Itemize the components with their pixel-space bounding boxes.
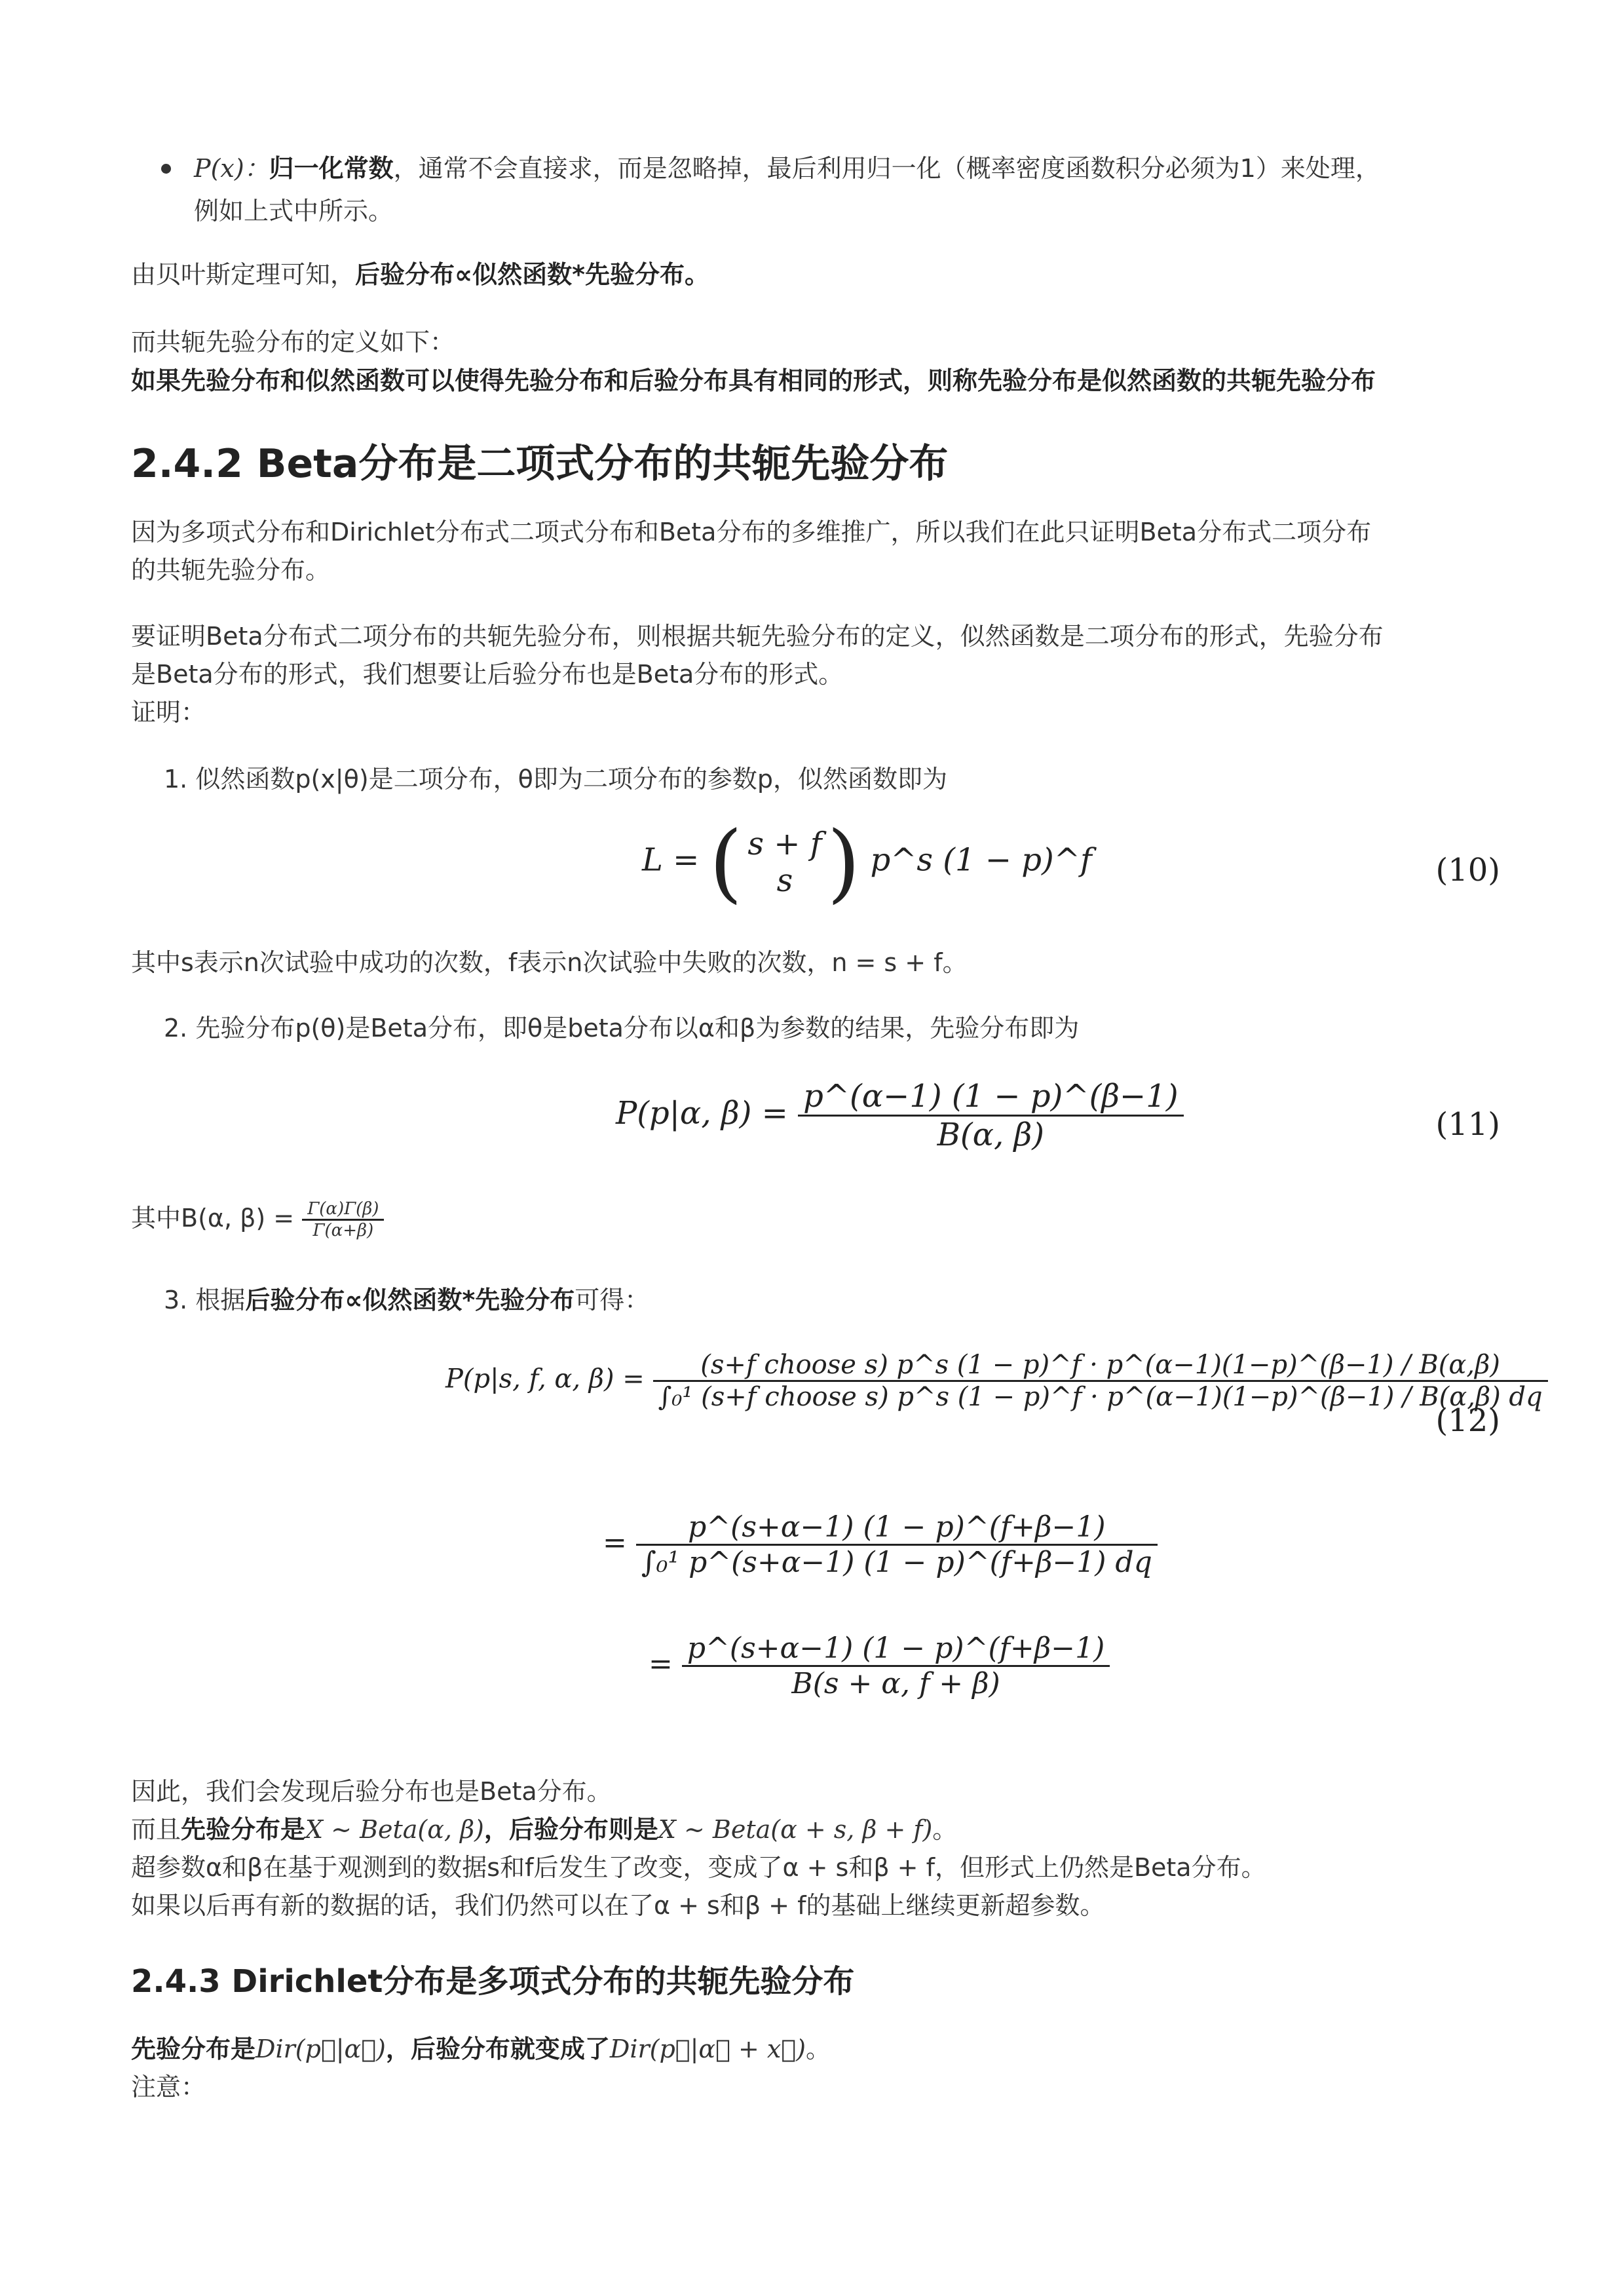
equation-number: (11) (1435, 1106, 1500, 1143)
numerator: p^(s+α−1) (1 − p)^(f+β−1) (636, 1510, 1158, 1546)
equation-11 (616, 1078, 1184, 1153)
paragraph-line: 如果以后再有新的数据的话，我们仍然可以在了α + s和β + f的基础上继续更新超参数。 (131, 1891, 1105, 1920)
math: Dir(p⃗|α⃗ + x⃗) (609, 2035, 806, 2063)
bold-text: 如果先验分布和似然函数可以使得先验分布和后验分布具有相同的形式，则称先验分布是似然函数的共轭先验分布 (131, 366, 1376, 395)
equals-sign: = (649, 1647, 673, 1681)
denominator: Γ(α+β) (312, 1221, 374, 1240)
bold-term: 归一化常数 (269, 154, 394, 183)
text: 而且 (131, 1815, 181, 1844)
section-heading-242: 2.4.2 Beta分布是二项式分布的共轭先验分布 (131, 441, 949, 487)
equation-12-line-2 (603, 1510, 1158, 1579)
math-px: P(x)： (194, 154, 269, 183)
list-item-3 (164, 1281, 649, 1319)
list-item-2: 2. 先验分布p(θ)是Beta分布，即θ是beta分布以α和β为参数的结果，先验分布即为 (164, 1014, 1080, 1043)
equation-12-line-1 (445, 1350, 1548, 1412)
bold-text: 后验分布∝似然函数*先验分布 (245, 1286, 575, 1314)
numerator: (s+f choose s) p^s (1 − p)^f · p^(α−1)(1−p)^(β−1) / B(α,β) (653, 1350, 1548, 1382)
equation-number: (10) (1435, 852, 1500, 889)
text: 其中B(α, β) = (131, 1204, 295, 1233)
equation-10 (642, 813, 1092, 912)
eq-rest: p^s (1 − p)^f (870, 841, 1092, 879)
bold-text: 后验分布∝似然函数*先验分布。 (355, 260, 709, 289)
eq-lhs: P(p|s, f, α, β) = (445, 1364, 645, 1394)
text: ，通常不会直接求，而是忽略掉，最后利用归一化（概率密度函数积分必须为1）来处理， (393, 154, 1380, 183)
equation-12-line-3 (649, 1632, 1110, 1700)
bold-text: ，后验分布就变成了 (385, 2035, 610, 2063)
bold-text: ，后验分布则是 (483, 1815, 658, 1844)
denominator: ∫₀¹ (s+f choose s) p^s (1 − p)^f · p^(α−1)(1−p)^(β−1) / B(α,β) dq (658, 1382, 1543, 1412)
paragraph-line: 要证明Beta分布式二项分布的共轭先验分布，则根据共轭先验分布的定义，似然函数是二项分布的形式，先验分布 (131, 622, 1384, 651)
fraction-small (302, 1199, 384, 1240)
bold-text: 先验分布是 (131, 2035, 256, 2063)
binomial (742, 826, 827, 899)
paragraph-line: 的共轭先验分布。 (131, 556, 331, 584)
numerator: p^(s+α−1) (1 − p)^(f+β−1) (682, 1632, 1110, 1667)
section-heading-243: 2.4.3 Dirichlet分布是多项式分布的共轭先验分布 (131, 1963, 855, 2000)
denominator: ∫₀¹ p^(s+α−1) (1 − p)^(f+β−1) dq (641, 1546, 1152, 1579)
fraction (636, 1510, 1158, 1579)
paren-left-icon: ( (709, 813, 743, 912)
paragraph-def-line: 而共轭先验分布的定义如下： (131, 328, 455, 356)
paragraph-line (131, 2030, 831, 2068)
text: 由贝叶斯定理可知， (131, 260, 356, 289)
math: X ∼ Beta(α, β) (305, 1815, 484, 1844)
equals-sign: = (603, 1526, 627, 1559)
paragraph-line: 因此，我们会发现后验分布也是Beta分布。 (131, 1777, 612, 1806)
paragraph-def-bold (131, 362, 1376, 400)
denominator: B(s + α, f + β) (791, 1667, 1000, 1700)
paragraph-bayes (131, 256, 709, 294)
text: 。 (932, 1815, 958, 1844)
math: X ∼ Beta(α + s, β + f) (658, 1815, 933, 1844)
paragraph-where: 其中s表示n次试验中成功的次数，f表示n次试验中失败的次数，n = s + f。 (131, 948, 968, 977)
paragraph-line: 注意： (131, 2073, 206, 2101)
paragraph-line: 是Beta分布的形式，我们想要让后验分布也是Beta分布的形式。 (131, 660, 844, 689)
binom-top: s + f (747, 826, 822, 862)
bullet-line-1 (194, 149, 1380, 187)
numerator: p^(α−1) (1 − p)^(β−1) (798, 1078, 1183, 1117)
numerator: Γ(α)Γ(β) (302, 1199, 384, 1221)
math: Dir(p⃗|α⃗) (255, 2035, 386, 2063)
text: 3. 根据 (164, 1286, 246, 1314)
paragraph-line: 证明： (131, 698, 206, 727)
eq-lhs: L = (642, 841, 700, 879)
fraction (682, 1632, 1110, 1700)
text: 可得： (575, 1286, 650, 1314)
list-item-1: 1. 似然函数p(x|θ)是二项分布，θ即为二项分布的参数p，似然函数即为 (164, 765, 948, 794)
paren-right-icon: ) (827, 813, 861, 912)
fraction (653, 1350, 1548, 1412)
text: 。 (805, 2035, 831, 2063)
equation-number: (12) (1435, 1402, 1500, 1439)
paragraph-line: 超参数α和β在基于观测到的数据s和f后发生了改变，变成了α + s和β + f，但形式上仍然是Beta分布。 (131, 1853, 1266, 1882)
eq-lhs: P(p|α, β) = (616, 1095, 788, 1132)
paragraph-beta-fn (131, 1199, 384, 1240)
denominator: B(α, β) (937, 1117, 1045, 1153)
bullet-dot (161, 164, 171, 174)
bullet-line-2: 例如上式中所示。 (194, 197, 394, 225)
bold-text: 先验分布是 (181, 1815, 306, 1844)
paragraph-line: 因为多项式分布和Dirichlet分布式二项式分布和Beta分布的多维推广，所以我们在此只证明Beta分布式二项分布 (131, 518, 1372, 546)
fraction (798, 1078, 1183, 1153)
binom-bottom: s (776, 862, 793, 899)
paragraph-line (131, 1810, 957, 1848)
